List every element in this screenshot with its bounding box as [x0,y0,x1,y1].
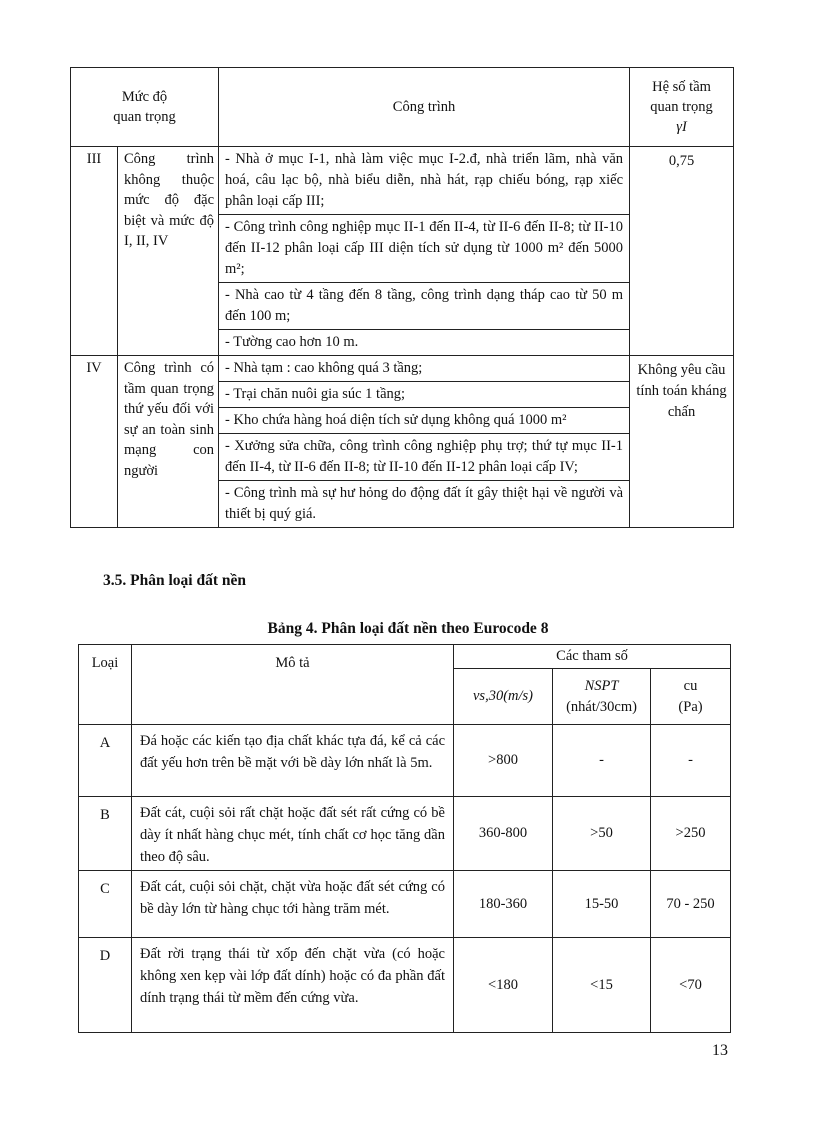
importance-table-header [71,68,734,147]
soil-type-cell: D [79,938,132,1033]
coefficient-cell: 0,75 [630,147,734,356]
level-cell: IV [71,356,118,528]
cu-cell: <70 [651,938,731,1033]
soil-description-cell: Đất cát, cuội sỏi rất chặt hoặc đất sét rất cứng có bề dày ít nhất hàng chục mét, tính chất cơ học tăng dần theo độ sâu. [132,797,454,871]
list-item: - Nhà tạm : cao không quá 3 tầng; [225,360,423,376]
header-nspt: NSPT (nhát/30cm) [553,669,651,725]
header-coefficient: Hệ số tầm quan trọng γI [630,68,734,147]
header-type: Loại [79,645,132,725]
nspt-cell: - [553,725,651,797]
soil-description-cell: Đất cát, cuội sỏi chặt, chặt vừa hoặc đất sét cứng có bề dày lớn từ hàng chục tới hàng trăm mét. [132,871,454,938]
header-parameters: Các tham số [454,645,731,669]
table-row [79,938,731,1033]
header-vs30: vs,30(m/s) [454,669,553,725]
soil-description-cell: Đất rời trạng thái từ xốp đến chặt vừa (có hoặc không xen kẹp vài lớp đất dính) hoặc có đa phần đất dính trạng thái từ mềm đến cứng vừa. [132,938,454,1033]
level-cell: III [71,147,118,356]
cu-cell: 70 - 250 [651,871,731,938]
soil-type-cell: B [79,797,132,871]
soil-description-cell: Đá hoặc các kiến tạo địa chất khác tựa đá, kể cả các đất yếu hơn trên bề mặt với bề dày lớn nhất là 5m. [132,725,454,797]
vs30-cell: 360-800 [454,797,553,871]
section-heading: 3.5. Phân loại đất nền [103,572,246,589]
list-item: - Xưởng sửa chữa, công trình công nghiệp phụ trợ; thứ tự mục II-1 đến II-4, từ II-6 đến II-8; từ II-10 đến II-12 phân loại cấp IV; [219,433,629,480]
table-row [71,147,734,356]
nspt-cell: >50 [553,797,651,871]
page-number: 13 [712,1042,728,1059]
header-cu: cu (Pa) [651,669,731,725]
vs30-cell: <180 [454,938,553,1033]
table-caption: Bảng 4. Phân loại đất nền theo Eurocode 8 [267,620,549,637]
nspt-cell: 15-50 [553,871,651,938]
list-item: - Trại chăn nuôi gia súc 1 tầng; [219,381,629,407]
table-row [79,797,731,871]
gamma-symbol: γI [676,119,687,135]
works-cell [219,356,630,528]
list-item: - Kho chứa hàng hoá diện tích sử dụng không quá 1000 m² [219,407,629,433]
table-row [79,725,731,797]
soil-table-header-row [79,645,731,669]
list-item: - Nhà ở mục I-1, nhà làm việc mục I-2.đ, nhà triển lãm, nhà văn hoá, câu lạc bộ, nhà biểu diễn, nhà hát, rạp chiếu bóng, rạp xiếc phân loại cấp III; [225,151,624,209]
importance-table [70,67,734,528]
works-cell [219,147,630,356]
list-item: - Tường cao hơn 10 m. [219,329,629,355]
header-works: Công trình [219,68,630,147]
vs30-cell: 180-360 [454,871,553,938]
table-row [79,871,731,938]
table-row [71,356,734,528]
list-item: - Công trình mà sự hư hỏng do động đất ít gây thiệt hại về người và thiết bị quý giá. [219,480,629,527]
coefficient-cell: Không yêu cầu tính toán kháng chấn [630,356,734,528]
header-level: Mức độ quan trọng [71,68,219,147]
cu-cell: - [651,725,731,797]
soil-type-cell: C [79,871,132,938]
list-item: - Nhà cao từ 4 tầng đến 8 tầng, công trình dạng tháp cao từ 50 m đến 100 m; [219,282,629,329]
soil-type-cell: A [79,725,132,797]
level-name-cell: Công trình không thuộc mức độ đặc biệt và mức độ I, II, IV [118,147,219,356]
nspt-cell: <15 [553,938,651,1033]
soil-classification-table [78,644,731,1033]
list-item: - Công trình công nghiệp mục II-1 đến II-4, từ II-6 đến II-8; từ II-10 đến II-12 phân loại cấp III diện tích sử dụng từ 1000 m² đến 5000 m²; [219,214,629,282]
cu-cell: >250 [651,797,731,871]
vs30-cell: >800 [454,725,553,797]
header-description: Mô tả [132,645,454,725]
level-name-cell: Công trình có tầm quan trọng thứ yếu đối với sự an toàn sinh mạng con người [118,356,219,528]
